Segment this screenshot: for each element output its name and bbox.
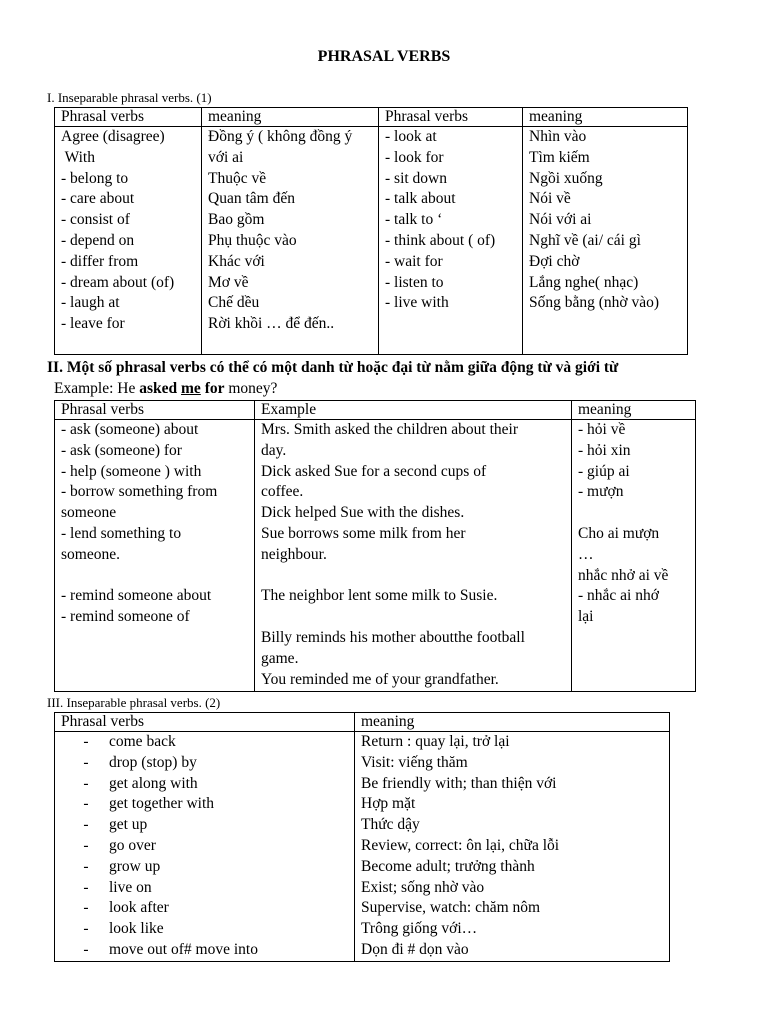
header-meaning: meaning	[523, 108, 688, 127]
list-item: Nói về	[529, 190, 571, 208]
example-underlined-object: me	[181, 380, 201, 397]
list-item: Trông giống với…	[361, 920, 478, 938]
list-item-text: get up	[109, 816, 148, 834]
list-item: Sue borrows some milk from her	[261, 524, 466, 542]
list-item: nhắc nhở ai về	[578, 566, 669, 584]
list-item	[63, 753, 354, 774]
list-item: Khác với	[208, 252, 265, 270]
section-2-heading: II. Một số phrasal verbs có thể có một danh từ hoặc đại từ nằm giữa động từ và giới từ	[47, 359, 619, 376]
table-row	[55, 732, 670, 962]
list-item-text: look after	[109, 899, 169, 917]
section-3-heading: III. Inseparable phrasal verbs. (2)	[47, 695, 221, 710]
list-item: - nhắc ai nhớ	[578, 587, 659, 605]
section-1-heading: I. Inseparable phrasal verbs. (1)	[47, 90, 212, 105]
list-item: Hợp mặt	[361, 795, 416, 813]
list-item: Thuộc về	[208, 169, 267, 187]
table-header-row	[55, 713, 670, 732]
list-item: Phụ thuộc vào	[208, 231, 297, 249]
header-example: Example	[255, 401, 572, 420]
list-item: Nghĩ về (ai/ cái gì	[529, 231, 641, 249]
list-item-text: move out of# move into	[109, 940, 258, 958]
list-item: - ask (someone) for	[61, 441, 182, 459]
list-item: - ask (someone) about	[61, 421, 199, 438]
list-item-text: drop (stop) by	[109, 753, 197, 771]
list-item: - sit down	[385, 169, 447, 187]
list-item: - consist of	[61, 211, 130, 229]
list-item: - borrow something from	[61, 483, 218, 501]
list-item: Dick asked Sue for a second cups of	[261, 462, 487, 480]
list-item: Lắng nghe( nhạc)	[529, 273, 639, 291]
list-item: coffee.	[261, 483, 304, 501]
list-dash: -	[83, 899, 89, 917]
list-item: - talk to ‘	[385, 211, 443, 229]
phrasal-verbs-column	[55, 420, 255, 692]
list-item	[63, 794, 354, 815]
list-item: Become adult; trưởng thành	[361, 857, 535, 875]
list-item: - hỏi về	[578, 421, 626, 438]
table-inseparable-2	[54, 712, 670, 962]
list-spacer	[261, 607, 571, 628]
list-item: With	[61, 148, 95, 166]
list-item: - dream about (of)	[61, 273, 175, 291]
list-dash: -	[83, 774, 89, 792]
list-item: - wait for	[385, 252, 443, 270]
list-item: Ngồi xuống	[529, 169, 603, 187]
list-item-text: look like	[109, 920, 164, 938]
meaning-column	[355, 732, 670, 962]
list-spacer	[261, 566, 571, 587]
list-item-text: grow up	[109, 857, 161, 875]
list-item	[63, 878, 354, 899]
list-item: - giúp ai	[578, 462, 630, 480]
list-item: - look for	[385, 148, 444, 166]
list-item: Review, correct: ôn lại, chữa lỗi	[361, 836, 560, 854]
list-item: với ai	[208, 148, 244, 166]
list-item: Mơ về	[208, 273, 249, 291]
list-item: - differ from	[61, 252, 139, 270]
list-item-text: live on	[109, 878, 152, 896]
list-item: - hỏi xin	[578, 441, 631, 459]
phrasal-verbs-column	[55, 127, 202, 355]
list-item: Mrs. Smith asked the children about their	[261, 421, 518, 438]
table-header-row	[55, 108, 688, 127]
list-dash: -	[83, 795, 89, 813]
list-item: - live with	[385, 294, 449, 312]
list-item: Sống bằng (nhờ vào)	[529, 294, 660, 312]
list-item: Visit: viếng thăm	[361, 753, 468, 771]
list-item: Exist; sống nhờ vào	[361, 878, 485, 896]
list-item	[63, 732, 354, 753]
example-bold-preposition: for	[200, 380, 225, 397]
example-column	[255, 420, 572, 692]
list-item: - help (someone ) with	[61, 462, 202, 480]
list-item: - remind someone of	[61, 608, 190, 626]
list-item: Bao gồm	[208, 211, 265, 229]
list-item	[63, 940, 354, 961]
meaning-column	[202, 127, 379, 355]
list-item: someone.	[61, 545, 120, 563]
list-item: Agree (disagree)	[61, 128, 165, 145]
list-item	[63, 836, 354, 857]
list-item: - listen to	[385, 273, 444, 291]
list-item	[63, 898, 354, 919]
list-item: Tìm kiếm	[529, 148, 590, 166]
list-item: Đợi chờ	[529, 252, 580, 270]
table-separable	[54, 400, 696, 692]
list-item: Return : quay lại, trở lại	[361, 733, 510, 750]
list-item: Nói với ai	[529, 211, 592, 229]
phrasal-verbs-column	[379, 127, 523, 355]
meaning-column	[572, 420, 696, 692]
list-item: - laugh at	[61, 294, 120, 312]
table-row	[55, 127, 688, 355]
list-item	[63, 857, 354, 878]
list-item-text: get together with	[109, 795, 215, 813]
list-item: - belong to	[61, 169, 129, 187]
header-phrasal-verbs: Phrasal verbs	[55, 401, 255, 420]
list-dash: -	[83, 816, 89, 834]
list-spacer	[61, 566, 254, 587]
list-item: game.	[261, 649, 299, 667]
list-item	[63, 815, 354, 836]
list-dash: -	[83, 836, 89, 854]
list-item: Rời khồi … để đến..	[208, 315, 335, 333]
list-item: Quan tâm đến	[208, 190, 295, 208]
list-dash: -	[83, 878, 89, 896]
list-item: The neighbor lent some milk to Susie.	[261, 587, 498, 605]
meaning-column	[523, 127, 688, 355]
list-item: someone	[61, 504, 117, 522]
example-bold-verb: asked	[139, 380, 182, 397]
list-item: - mượn	[578, 483, 624, 501]
list-spacer	[578, 503, 695, 524]
list-item: Nhìn vào	[529, 128, 587, 145]
list-dash: -	[83, 940, 89, 958]
list-item: Billy reminds his mother aboutthe football	[261, 628, 525, 646]
list-item-text: go over	[109, 836, 156, 854]
list-item: - talk about	[385, 190, 456, 208]
list-item: Supervise, watch: chăm nôm	[361, 899, 541, 917]
list-item: Be friendly with; than thiện với	[361, 774, 557, 792]
list-dash: -	[83, 920, 89, 938]
header-phrasal-verbs: Phrasal verbs	[55, 108, 202, 127]
table-inseparable-1	[54, 107, 688, 355]
list-item: lại	[578, 608, 594, 626]
list-item: Dick helped Sue with the dishes.	[261, 504, 465, 522]
list-item: Chế dều	[208, 294, 260, 312]
list-item: - depend on	[61, 231, 135, 249]
list-item: - look at	[385, 128, 437, 145]
list-item: Cho ai mượn	[578, 524, 660, 542]
example-suffix: money?	[224, 380, 278, 397]
page-title: PHRASAL VERBS	[317, 48, 451, 65]
list-dash: -	[83, 857, 89, 875]
header-meaning: meaning	[572, 401, 696, 420]
list-item: Thức dậy	[361, 816, 420, 834]
example-sentence	[54, 380, 277, 398]
header-meaning: meaning	[355, 713, 670, 732]
list-item-text: come back	[109, 733, 176, 750]
phrasal-verbs-column	[55, 732, 355, 962]
list-item: - lend something to	[61, 524, 182, 542]
header-phrasal-verbs: Phrasal verbs	[379, 108, 523, 127]
list-dash: -	[83, 733, 89, 750]
example-prefix: Example: He	[54, 380, 140, 397]
list-item: - care about	[61, 190, 135, 208]
header-meaning: meaning	[202, 108, 379, 127]
list-item: day.	[261, 441, 287, 459]
list-item	[63, 774, 354, 795]
list-item: …	[578, 545, 594, 563]
list-item: - remind someone about	[61, 587, 212, 605]
list-item: Đồng ý ( không đồng ý	[208, 128, 353, 145]
list-item: Dọn đi # dọn vào	[361, 940, 469, 958]
list-dash: -	[83, 753, 89, 771]
header-phrasal-verbs: Phrasal verbs	[55, 713, 355, 732]
list-item: You reminded me of your grandfather.	[261, 670, 499, 688]
list-item: neighbour.	[261, 545, 327, 563]
list-item: - think about ( of)	[385, 231, 496, 249]
table-header-row	[55, 401, 696, 420]
list-item	[63, 919, 354, 940]
table-row	[55, 420, 696, 692]
list-item: - leave for	[61, 315, 125, 333]
list-item-text: get along with	[109, 774, 198, 792]
